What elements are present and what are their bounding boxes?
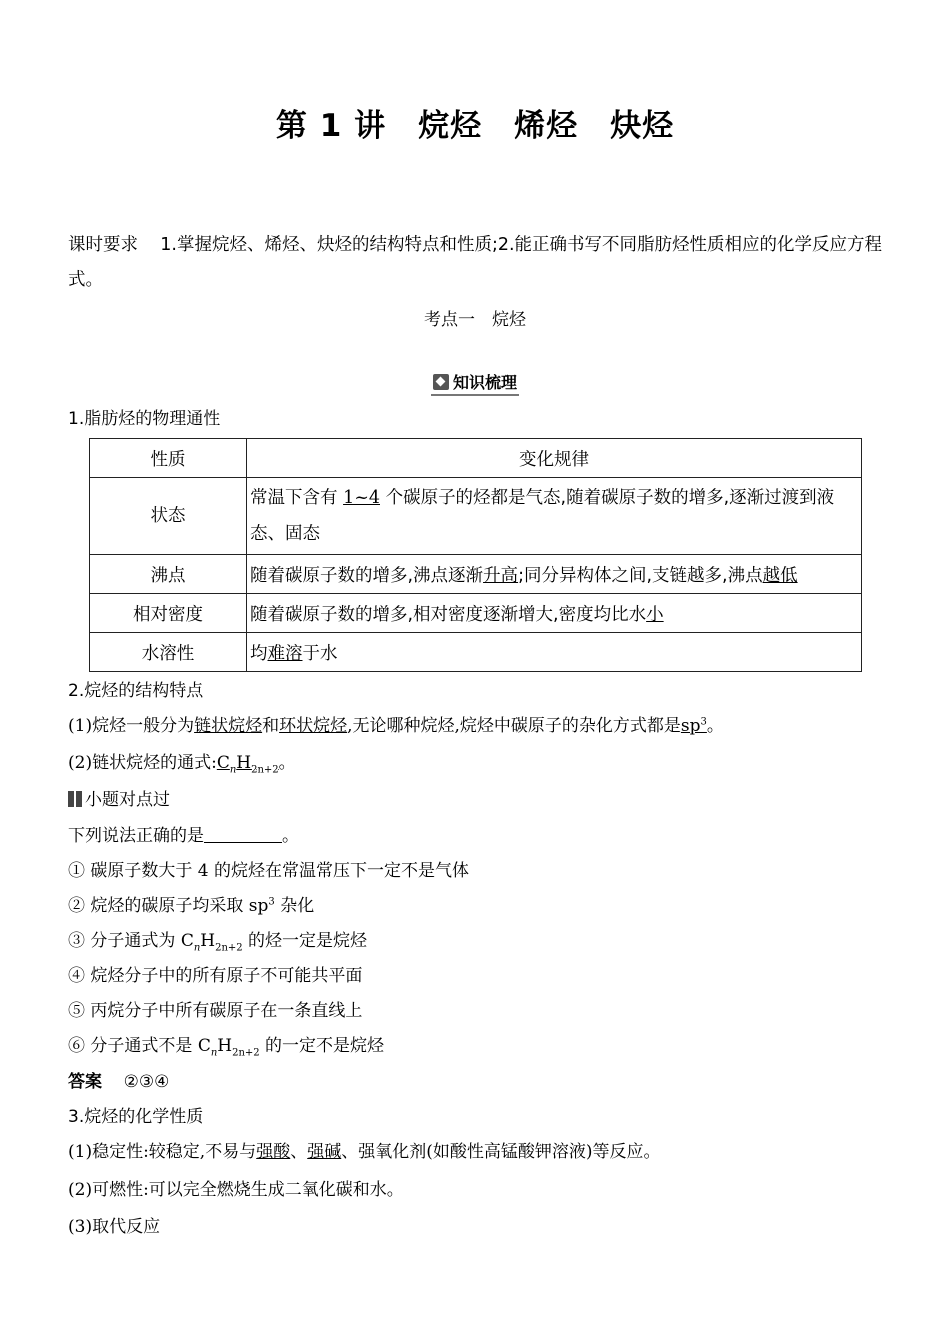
formula-h: H (236, 753, 252, 773)
lesson-title: 第 1 讲 烷烃 烯烃 炔烃 (275, 108, 675, 144)
sec2-heading: 2.烷烃的结构特点 (68, 681, 204, 701)
table-key-cell: 相对密度 (90, 594, 247, 633)
formula-n: n (229, 764, 237, 776)
formula-n: n (210, 1047, 218, 1059)
answer (681, 716, 707, 736)
text: 和 (262, 716, 280, 736)
superscript: 3 (268, 896, 275, 908)
text: 。 (706, 716, 724, 736)
question-text: 下列说法正确的是 (68, 826, 204, 846)
quiz-option (68, 926, 367, 953)
sec3-line3: (3)取代反应 (68, 1217, 161, 1237)
quiz-option: ① 碳原子数大于 4 的烷烃在常温常压下一定不是气体 (68, 861, 470, 881)
cell-answer: 难溶 (267, 643, 303, 664)
table-header-cell: 变化规律 (247, 439, 862, 478)
table-row (90, 439, 862, 478)
section-heading: 考点一 烷烃 (424, 310, 526, 330)
formula-n: n (193, 942, 201, 954)
table-header-cell: 性质 (90, 439, 247, 478)
text: ② 烷烃的碳原子均采取 sp (68, 896, 269, 916)
text: (2)链状烷烃的通式: (68, 753, 217, 773)
diamond-icon (433, 374, 449, 390)
answer: 环状烷烃 (279, 716, 348, 736)
cell-text: 于水 (302, 643, 338, 664)
table-value-cell (247, 478, 862, 555)
cell-text: 个碳原子的烃都是气态,随着碳原子数的增多,逐渐过渡到液态、固态 (250, 488, 835, 544)
requirement-text: 1.掌握烷烃、烯烃、炔烃的结构特点和性质;2.能正确书写不同脂肪烃性质相应的化学反应方程式。 (68, 235, 883, 290)
cell-text: 随着碳原子数的增多,沸点逐渐 (250, 565, 484, 586)
quiz-option (68, 1031, 384, 1058)
formula-h: H (200, 931, 216, 951)
answer-blank (204, 826, 282, 843)
cell-text: 随着碳原子数的增多,相对密度逐渐增大,密度均比水 (250, 604, 647, 625)
cell-answer: 越低 (762, 565, 798, 586)
sec2-line1 (68, 711, 724, 736)
text: (1)稳定性:较稳定,不易与 (68, 1142, 257, 1162)
formula-h: H (217, 1036, 233, 1056)
sec3-line1 (68, 1137, 660, 1162)
quiz-heading: 小题对点过 (85, 790, 170, 810)
cell-text: ;同分异构体之间,支链越多,沸点 (518, 565, 763, 586)
text: ③ 分子通式为 (68, 931, 181, 951)
table-value-cell (247, 594, 862, 633)
knowledge-badge-wrap (0, 370, 950, 396)
quiz-answer (68, 1067, 169, 1092)
sec2-line2 (68, 748, 296, 775)
text: 杂化 (274, 896, 315, 916)
quiz-heading-wrap (68, 785, 170, 810)
table-row (90, 478, 862, 555)
answer: 强酸 (256, 1142, 291, 1162)
formula-c: C (216, 753, 230, 773)
knowledge-badge-label: 知识梳理 (452, 373, 517, 392)
answer-label: 答案 (68, 1072, 102, 1092)
text: 的一定不是烷烃 (259, 1036, 385, 1056)
text: 的烃一定是烷烃 (242, 931, 368, 951)
text: 、 (290, 1142, 308, 1162)
text: ,无论哪种烷烃,烷烃中碳原子的杂化方式都是 (347, 716, 681, 736)
cell-text: 均 (250, 643, 268, 664)
formula-c: C (197, 1036, 211, 1056)
answer-text: sp (680, 716, 701, 736)
formula-sub: 2n+2 (251, 764, 279, 776)
book-icon (68, 791, 82, 807)
superscript: 3 (700, 716, 707, 728)
sec1-heading: 1.脂肪烃的物理通性 (68, 409, 221, 429)
table-value-cell (247, 633, 862, 672)
text: 、强氧化剂(如酸性高锰酸钾溶液)等反应。 (341, 1142, 661, 1162)
quiz-option: ④ 烷烃分子中的所有原子不可能共平面 (68, 966, 363, 986)
text: ⑥ 分子通式不是 (68, 1036, 198, 1056)
text: (1)烷烃一般分为 (68, 716, 195, 736)
table-key-cell: 水溶性 (90, 633, 247, 672)
sec3-line2: (2)可燃性:可以完全燃烧生成二氧化碳和水。 (68, 1180, 404, 1200)
table-row (90, 555, 862, 594)
table-row (90, 594, 862, 633)
quiz-question (68, 821, 299, 846)
cell-answer: 升高 (483, 565, 519, 586)
sec3-heading: 3.烷烃的化学性质 (68, 1107, 204, 1127)
question-end: 。 (282, 826, 299, 846)
formula (216, 753, 279, 776)
formula-c: C (180, 931, 194, 951)
table-key-cell: 沸点 (90, 555, 247, 594)
formula-sub: 2n+2 (232, 1047, 260, 1059)
cell-answer: 1~4 (343, 488, 380, 508)
text: 。 (278, 753, 296, 773)
table-key-cell: 状态 (90, 478, 247, 555)
answer: 强碱 (307, 1142, 342, 1162)
table-value-cell (247, 555, 862, 594)
lesson-requirement (68, 228, 888, 298)
quiz-option: ⑤ 丙烷分子中所有碳原子在一条直线上 (68, 1001, 363, 1021)
answer-value: ②③④ (123, 1072, 170, 1092)
properties-table (89, 438, 862, 672)
quiz-option (68, 891, 314, 916)
knowledge-badge (431, 370, 519, 396)
requirement-label: 课时要求 (68, 235, 138, 255)
formula-sub: 2n+2 (215, 942, 243, 954)
answer: 链状烷烃 (194, 716, 263, 736)
cell-text: 常温下含有 (250, 488, 344, 508)
cell-answer: 小 (646, 604, 664, 625)
table-row (90, 633, 862, 672)
